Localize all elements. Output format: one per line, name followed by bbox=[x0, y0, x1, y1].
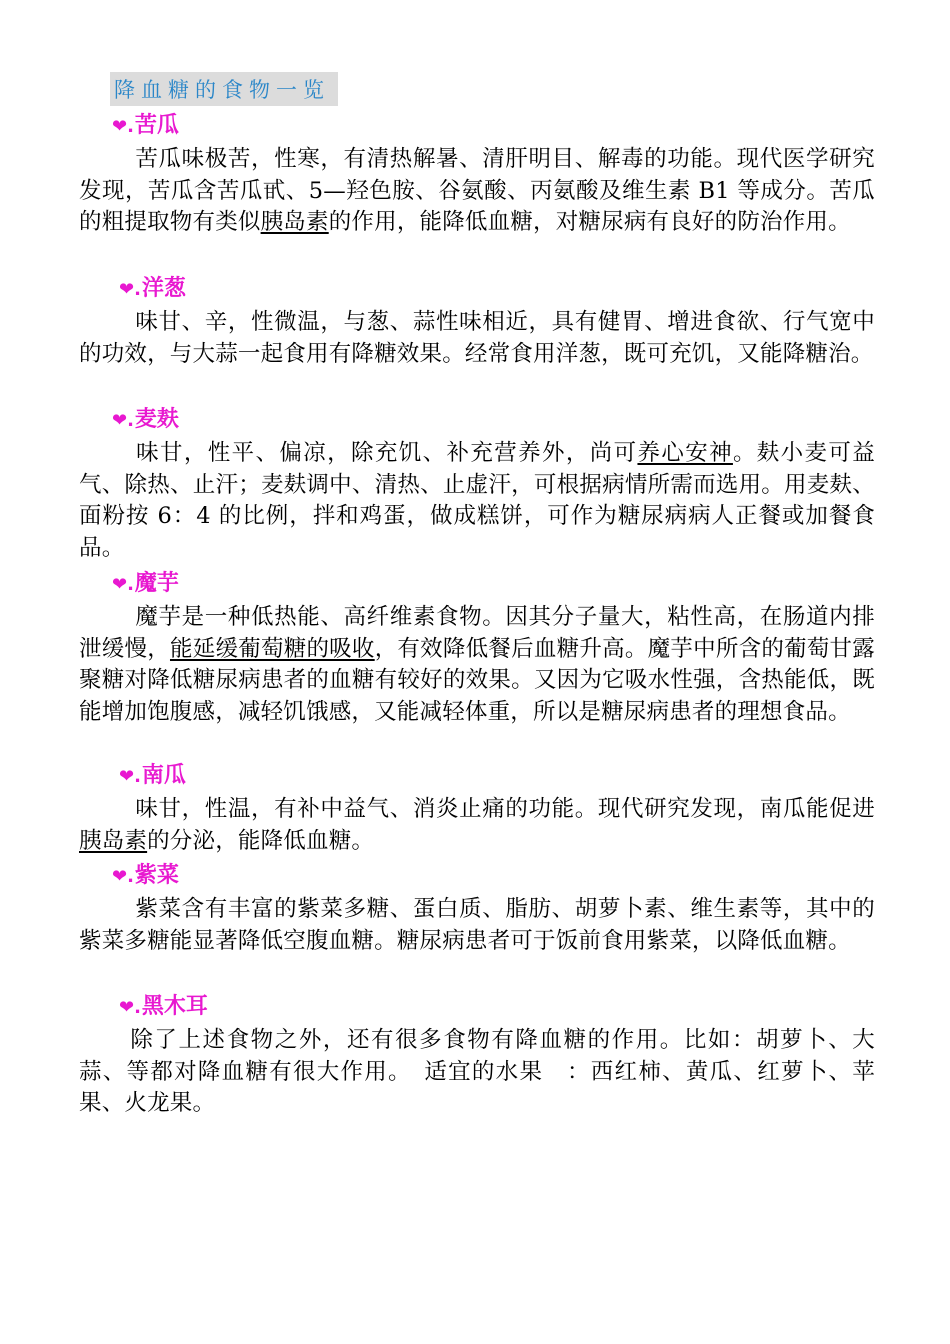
section-paragraph-pumpkin bbox=[79, 794, 875, 857]
paragraph-text: 味甘，性平、偏凉，除充饥、补充营养外，尚可 bbox=[135, 440, 638, 466]
paragraph-text: 苦瓜味极苦，性寒，有清热解暑、清肝明目、解毒的功能。现代医学研究发现，苦瓜含苦瓜甙、5—羟色胺、谷氨酸、丙氨酸及维生素 B1 等成分。苦瓜的粗提取物有类似 bbox=[79, 146, 875, 235]
section-heading-label: 紫菜 bbox=[134, 863, 179, 888]
underlined-term-insulin: 胰岛素 bbox=[260, 209, 329, 235]
paragraph-text: 的作用，能降低血糖，对糖尿病有良好的防治作用。 bbox=[328, 209, 851, 235]
section-heading-konjac bbox=[112, 571, 179, 598]
underlined-term-insulin: 胰岛素 bbox=[79, 827, 148, 854]
section-paragraph-black-fungus bbox=[79, 1025, 875, 1120]
paragraph-text: 的分泌，能降低血糖。 bbox=[147, 827, 375, 854]
underlined-term-glucose-absorption: 能延缓葡萄糖的吸收 bbox=[169, 635, 375, 662]
section-heading-seaweed bbox=[112, 863, 179, 890]
paragraph-text: 除了上述食物之外，还有很多食物有降血糖的作用。比如：胡萝卜、大蒜、等都对降血糖有很大作用。 适宜的水果 ：西红柿、黄瓜、红萝卜、苹果、火龙果。 bbox=[79, 1027, 875, 1116]
section-heading-label: 魔芋 bbox=[134, 571, 179, 596]
paragraph-text: ，有效降低餐后血糖升高。魔芋中所含的葡萄甘露聚糖对降低糖尿病患者的血糖有较好的效果。又因为它吸水性强，含热能低，既能增加饱腹感，减轻饥饿感，又能减轻体重，所以是糖尿病患者的理想食品。 bbox=[79, 635, 875, 725]
paragraph-text: 紫菜含有丰富的紫菜多糖、蛋白质、脂肪、胡萝卜素、维生素等，其中的紫菜多糖能显著降低空腹血糖。糖尿病患者可于饭前食用紫菜，以降低血糖。 bbox=[79, 896, 875, 954]
heart-icon: ❤. bbox=[119, 279, 141, 300]
heart-icon: ❤. bbox=[112, 574, 134, 595]
section-heading-label: 南瓜 bbox=[141, 763, 186, 788]
section-heading-pumpkin bbox=[119, 763, 186, 790]
section-paragraph-bitter-melon bbox=[79, 144, 875, 239]
heart-icon: ❤. bbox=[112, 410, 134, 431]
section-heading-label: 洋葱 bbox=[141, 276, 186, 301]
heart-icon: ❤. bbox=[119, 997, 141, 1018]
document-title: 降血糖的食物一览 bbox=[110, 72, 338, 106]
paragraph-text: 。麸小麦可益气、除热、止汗；麦麸调中、清热、止虚汗，可根据病情所需而选用。用麦麸、面粉按 6：4 的比例，拌和鸡蛋，做成糕饼，可作为糖尿病病人正餐或加餐食品。 bbox=[79, 440, 875, 561]
section-paragraph-wheat-bran bbox=[79, 438, 875, 564]
paragraph-text: 味甘，性温，有补中益气、消炎止痛的功能。现代研究发现，南瓜能促进 bbox=[135, 796, 875, 822]
section-heading-label: 麦麸 bbox=[134, 407, 179, 432]
heart-icon: ❤. bbox=[119, 766, 141, 787]
section-heading-label: 苦瓜 bbox=[134, 113, 179, 138]
section-paragraph-seaweed bbox=[79, 894, 875, 957]
section-heading-wheat-bran bbox=[112, 407, 179, 434]
section-heading-label: 黑木耳 bbox=[141, 994, 208, 1019]
heart-icon: ❤. bbox=[112, 116, 134, 137]
section-heading-onion bbox=[119, 276, 186, 303]
heart-icon: ❤. bbox=[112, 866, 134, 887]
section-paragraph-konjac bbox=[79, 602, 875, 728]
paragraph-text: 味甘、辛，性微温，与葱、蒜性味相近，具有健胃、增进食欲、行气宽中的功效，与大蒜一起食用有降糖效果。经常食用洋葱，既可充饥，又能降糖治。 bbox=[79, 309, 875, 367]
section-paragraph-onion bbox=[79, 307, 875, 370]
underlined-term-calm-mind: 养心安神 bbox=[637, 440, 733, 466]
paragraph-text: 魔芋是一种低热能、高纤维素食物。因其分子量大，粘性高，在肠道内排泄缓慢， bbox=[79, 604, 875, 662]
section-heading-bitter-melon bbox=[112, 113, 179, 140]
section-heading-black-fungus bbox=[119, 994, 208, 1021]
